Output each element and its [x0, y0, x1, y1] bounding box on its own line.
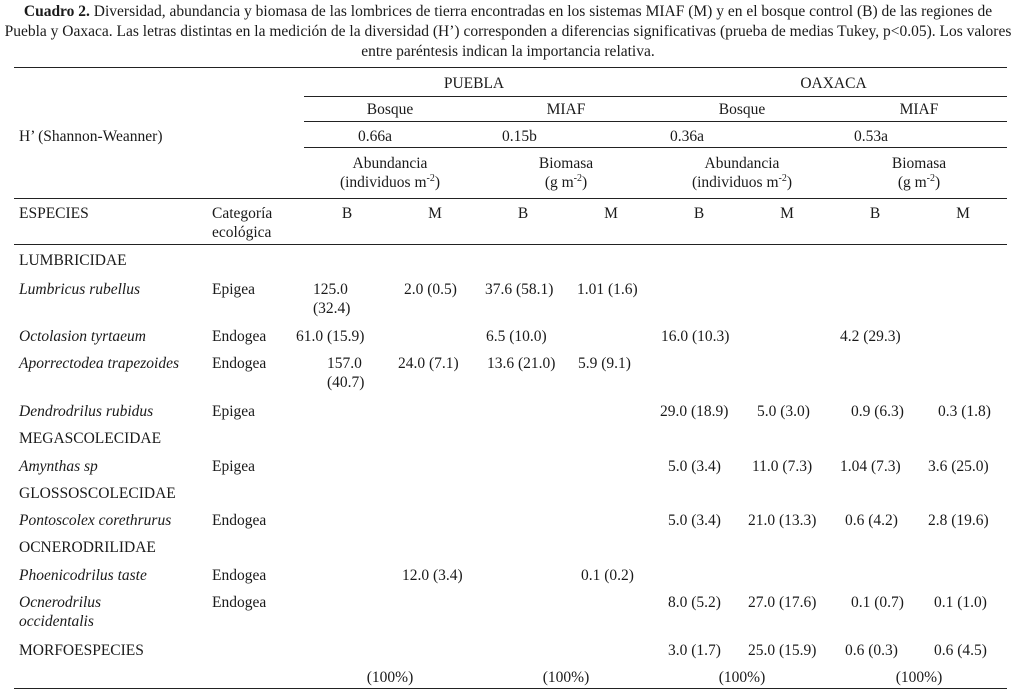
- h-value-puebla-bosque: 0.66a: [358, 128, 393, 145]
- bm-header: M: [780, 205, 794, 222]
- biomasa-label: Biomasa: [891, 155, 947, 172]
- family-label: LUMBRICIDAE: [19, 252, 127, 269]
- species-category: Epigea: [212, 281, 256, 298]
- value-cell: 6.5 (10.0): [486, 328, 547, 345]
- system-puebla-miaf: MIAF: [546, 101, 586, 118]
- family-label: OCNERODRILIDAE: [19, 539, 156, 556]
- value-cell: 0.3 (1.8): [938, 403, 991, 420]
- value-cell: 37.6 (58.1): [485, 281, 554, 298]
- especies-header: ESPECIES: [19, 205, 89, 222]
- abundancia-header-puebla: [304, 154, 476, 192]
- biomasa-header-oaxaca: [833, 154, 1005, 192]
- value-cell: 25.0 (15.9): [748, 642, 817, 659]
- species-category: Endogea: [212, 355, 267, 372]
- abundancia-label: Abundancia: [704, 155, 780, 172]
- bm-header: B: [869, 205, 881, 222]
- bm-header: M: [428, 205, 442, 222]
- value-cell: 16.0 (10.3): [661, 328, 730, 345]
- h-value-oaxaca-miaf: 0.53a: [854, 128, 889, 145]
- region-oaxaca: OAXACA: [800, 75, 867, 92]
- unit-rule: [14, 198, 1007, 199]
- system-rule: [304, 121, 1007, 122]
- bm-header: B: [517, 205, 529, 222]
- value-cell: 3.6 (25.0): [928, 458, 989, 475]
- biomasa-unit: (g $m^{-2}$): [544, 172, 588, 191]
- table-caption: [4, 2, 1012, 62]
- system-oaxaca-miaf: MIAF: [899, 101, 939, 118]
- biomasa-label: Biomasa: [538, 155, 594, 172]
- total-cell: (100%): [895, 669, 943, 686]
- family-label: MEGASCOLECIDAE: [19, 430, 162, 447]
- caption-text: Diversidad, abundancia y biomasa de las lombrices de tierra encontradas en los sistemas MIAF (M) y en el bosque control (B) de las regiones de Puebla y Oaxaca. Las letras distintas en la medición de la diversidad (H’) corresponden a diferencias significativas (prueba de medias Tukey, p<0.05). Los valores entre paréntesis indican la importancia relativa.: [4, 3, 1012, 60]
- biomasa-unit: (g $m^{-2}$): [897, 172, 941, 191]
- total-cell: (100%): [542, 669, 590, 686]
- species-name: Lumbricus rubellus: [19, 281, 140, 298]
- species-category: Endogea: [212, 594, 267, 611]
- table-top-rule: [14, 67, 1007, 68]
- bm-header: M: [604, 205, 618, 222]
- species-name: Phoenicodrilus taste: [19, 567, 147, 584]
- caption-label: Cuadro 2.: [23, 3, 90, 20]
- species-name: Pontoscolex corethrurus: [19, 512, 172, 529]
- value-cell: 27.0 (17.6): [748, 594, 817, 611]
- h-rule: [304, 147, 1007, 148]
- species-category: Endogea: [212, 328, 267, 345]
- value-cell: 11.0 (7.3): [752, 458, 813, 475]
- family-label: GLOSSOSCOLECIDAE: [19, 485, 176, 502]
- value-cell: 125.0 (32.4): [313, 281, 351, 317]
- value-cell: 0.6 (4.5): [934, 642, 987, 659]
- bm-header: B: [693, 205, 705, 222]
- species-name: Dendrodrilus rubidus: [19, 403, 154, 420]
- value-cell: 0.9 (6.3): [851, 403, 904, 420]
- value-cell: 29.0 (18.9): [660, 403, 729, 420]
- species-name: Amynthas sp: [19, 458, 98, 475]
- species-category: Endogea: [212, 512, 267, 529]
- value-cell: 5.0 (3.4): [668, 512, 721, 529]
- h-label: H’ (Shannon-Weanner): [19, 128, 163, 145]
- h-value-puebla-miaf: 0.15b: [502, 128, 537, 145]
- species-name: Aporrectodea trapezoides: [19, 355, 179, 372]
- value-cell: 12.0 (3.4): [402, 567, 463, 584]
- region-puebla: PUEBLA: [443, 75, 505, 92]
- biomasa-header-puebla: [480, 154, 652, 192]
- value-cell: 4.2 (29.3): [840, 328, 901, 345]
- total-cell: (100%): [366, 669, 414, 686]
- abundancia-unit: (individuos $m^{-2}$): [691, 172, 793, 191]
- value-cell: 0.6 (4.2): [845, 512, 898, 529]
- value-cell: 13.6 (21.0): [487, 355, 556, 372]
- value-cell: 1.01 (1.6): [577, 281, 638, 298]
- species-category: Epigea: [212, 403, 256, 420]
- value-cell: 157.0 (40.7): [327, 355, 365, 391]
- value-cell: 5.9 (9.1): [578, 355, 631, 372]
- total-cell: (100%): [718, 669, 766, 686]
- value-cell: 8.0 (5.2): [668, 594, 721, 611]
- bm-header: B: [341, 205, 353, 222]
- value-cell: 5.0 (3.0): [757, 403, 810, 420]
- value-cell: 21.0 (13.3): [748, 512, 817, 529]
- header-bottom-rule: [14, 244, 1007, 245]
- region-rule: [304, 96, 1007, 97]
- value-cell: 5.0 (3.4): [668, 458, 721, 475]
- value-cell: 3.0 (1.7): [668, 642, 721, 659]
- value-cell: 0.1 (1.0): [934, 594, 987, 611]
- value-cell: 1.04 (7.3): [840, 458, 901, 475]
- bm-header: M: [956, 205, 970, 222]
- morfoespecies-label: MORFOESPECIES: [19, 642, 144, 659]
- abundancia-label: Abundancia: [352, 155, 428, 172]
- value-cell: 2.0 (0.5): [404, 281, 457, 298]
- species-name: Octolasion tyrtaeum: [19, 328, 146, 345]
- species-name: Ocnerodrilus occidentalis: [19, 594, 102, 630]
- abundancia-unit: (individuos $m^{-2}$): [339, 172, 441, 191]
- system-oaxaca-bosque: Bosque: [718, 101, 766, 118]
- system-puebla-bosque: Bosque: [366, 101, 414, 118]
- species-category: Endogea: [212, 567, 267, 584]
- categoria-header: Categoría ecológica: [212, 205, 273, 241]
- value-cell: 0.1 (0.2): [581, 567, 634, 584]
- abundancia-header-oaxaca: [656, 154, 828, 192]
- value-cell: 24.0 (7.1): [398, 355, 459, 372]
- species-category: Epigea: [212, 458, 256, 475]
- value-cell: 61.0 (15.9): [296, 328, 365, 345]
- value-cell: 0.1 (0.7): [851, 594, 904, 611]
- table-bottom-rule: [14, 688, 1007, 689]
- value-cell: 0.6 (0.3): [845, 642, 898, 659]
- h-value-oaxaca-bosque: 0.36a: [670, 128, 705, 145]
- value-cell: 2.8 (19.6): [928, 512, 989, 529]
